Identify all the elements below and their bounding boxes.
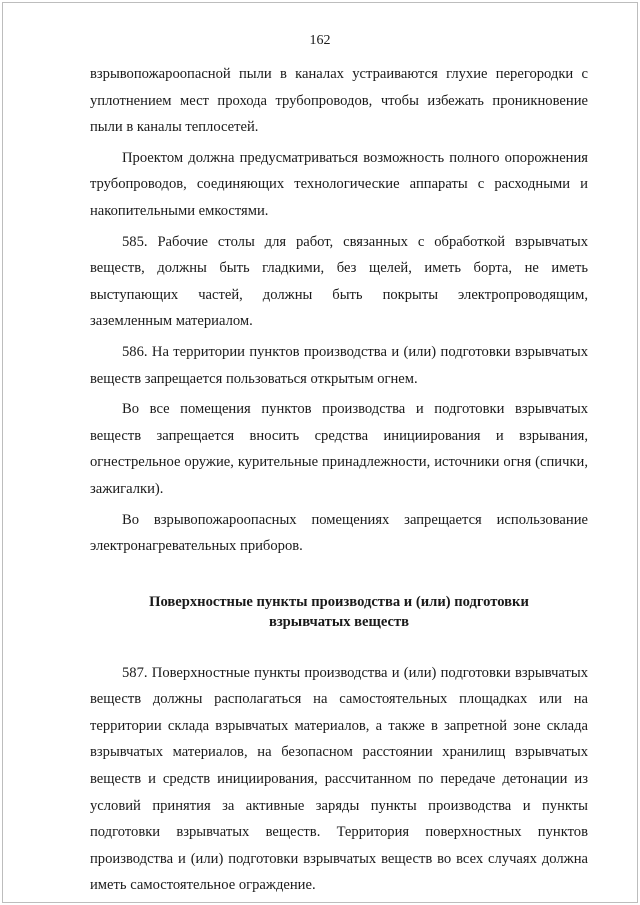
paragraph-587: 587. Поверхностные пункты производства и (или) подготовки взрывчатых веществ должны располагаться на самостоятельных площадках или на территории склада взрывчатых материалов, а также в запретной зоне склада взрывчатых материалов, на безопасном расстоянии хранилищ взрывчатых веществ и средств инициирования, рассчитанном по передаче детонации из условий принятия за активные заряды пункты производства и пункты подготовки взрывчатых веществ. Территория поверхностных пунктов производства и (или) подготовки взрывчатых веществ во всех случаях должна иметь самостоятельное ограждение. — [90, 664, 588, 894]
paragraph-586-c: Во взрывопожароопасных помещениях запрещается использование электронагревательных приборов. — [90, 511, 588, 555]
section-heading-line-2: взрывчатых веществ — [268, 613, 410, 630]
paragraph-586: 586. На территории пунктов производства и (или) подготовки взрывчатых веществ запрещается пользоваться открытым огнем. — [90, 343, 588, 387]
paragraph-1: взрывопожароопасной пыли в каналах устраиваются глухие перегородки с уплотнением мест прохода трубопроводов, чтобы избежать проникновение пыли в каналы теплосетей. — [90, 66, 588, 136]
paragraph-586-b: Во все помещения пунктов производства и подготовки взрывчатых веществ запрещается вносить средства инициирования и взрывания, огнестрельное оружие, курительные принадлежности, источники огня (спички, зажигалки). — [90, 401, 588, 497]
page-number: 162 — [309, 33, 331, 48]
section-heading-line-1: Поверхностные пункты производства и (или) подготовки — [149, 593, 529, 610]
paragraph-2: Проектом должна предусматриваться возможность полного опорожнения трубопроводов, соединяющих технологические аппараты с расходными и накопительными емкостями. — [90, 149, 588, 219]
section-heading — [90, 592, 588, 632]
document-body — [90, 61, 588, 899]
paragraph-585: 585. Рабочие столы для работ, связанных с обработкой взрывчатых веществ, должны быть гладкими, без щелей, иметь борта, не иметь выступающих частей, должны быть покрыты электропроводящим, заземленным материалом. — [90, 233, 588, 330]
